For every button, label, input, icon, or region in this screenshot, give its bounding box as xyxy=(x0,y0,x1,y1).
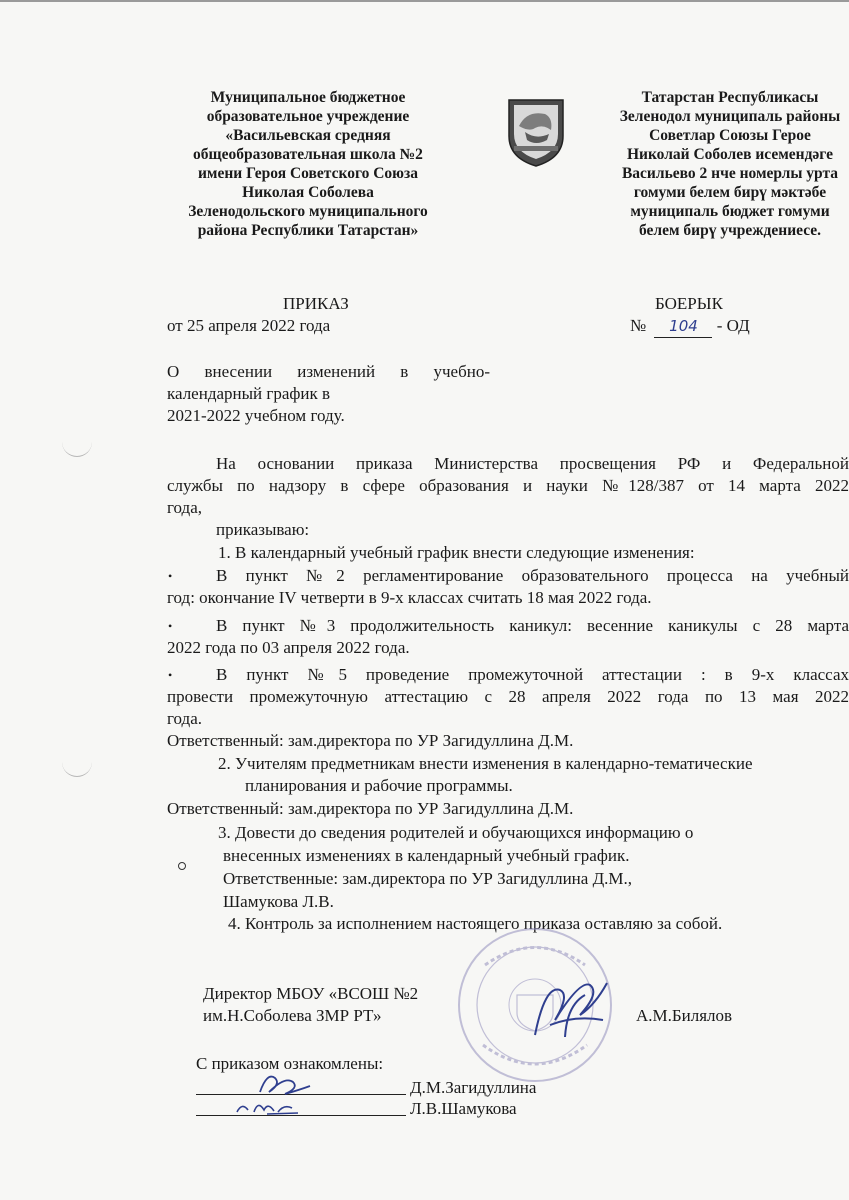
bullet-1-line-2: год: окончание IV четверти в 9-х классах считать 18 мая 2022 года. xyxy=(167,588,652,607)
item-3-line-4: Шамукова Л.В. xyxy=(223,892,334,911)
order-number-prefix: № xyxy=(630,316,647,335)
order-number-handwritten: 104 xyxy=(654,315,712,338)
bullet-icon: • xyxy=(168,569,173,583)
order-number xyxy=(630,315,750,338)
acquainted-heading: С приказом ознакомлены: xyxy=(196,1054,384,1073)
header-right-tt xyxy=(600,88,849,240)
bullet-3-line-1: В пункт №5 проведение промежуточной аттестации : в 9-х классах xyxy=(216,665,849,684)
item-2-line-2: планирования и рабочие программы. xyxy=(245,776,513,795)
header-left-line: «Васильевская средняя xyxy=(225,127,391,144)
subject-line: 2021-2022 учебном году. xyxy=(167,406,345,425)
scan-fold-mark xyxy=(62,760,92,777)
basis-line-2: службы по надзору в сфере образования и науки №128/387 от 14 марта 2022 xyxy=(167,476,849,495)
director-signature-icon xyxy=(525,975,615,1050)
director-position-line-2: им.Н.Соболева ЗМР РТ» xyxy=(203,1006,382,1025)
header-right-line: белем бирү учреждениесе. xyxy=(638,222,822,239)
header-left-line: Николая Соболева xyxy=(242,184,374,201)
item-3-line-3: Ответственные: зам.директора по УР Загидуллина Д.М., xyxy=(223,869,633,888)
scan-fold-mark xyxy=(62,440,92,457)
bullet-3-line-3: года. xyxy=(167,709,203,728)
bullet-icon: • xyxy=(168,619,173,633)
item-2-line-1: 2. Учителям предметникам внести изменения в календарно-тематические xyxy=(218,754,753,773)
responsible-2: Ответственный: зам.директора по УР Загидуллина Д.М. xyxy=(167,799,574,818)
order-title-ru: ПРИКАЗ xyxy=(283,294,349,313)
bullet-2-line-2: 2022 года по 03 апреля 2022 года. xyxy=(167,638,410,657)
header-left-line: имени Героя Советского Союза xyxy=(197,165,418,182)
director-position-line-1: Директор МБОУ «ВСОШ №2 xyxy=(203,984,419,1003)
header-right-line: муниципаль бюджет гомуми xyxy=(630,203,830,220)
basis-line-3: года, xyxy=(167,498,203,517)
header-left-line: Зеленодольского муниципального xyxy=(188,203,428,220)
order-number-suffix: - ОД xyxy=(716,316,750,335)
bullet-1-line-1: В пункт №2 регламентирование образовательного процесса на учебный xyxy=(216,566,849,585)
header-right-line: Зеленодол муниципаль районы xyxy=(619,108,841,125)
coat-of-arms-emblem xyxy=(505,96,567,168)
item-4: 4. Контроль за исполнением настоящего приказа оставляю за собой. xyxy=(228,914,723,933)
header-left-line: общеобразовательная школа №2 xyxy=(193,146,423,163)
header-left-line: Муниципальное бюджетное xyxy=(210,89,406,106)
item-3-line-1: 3. Довести до сведения родителей и обучающихся информацию о xyxy=(218,823,694,842)
scan-dot-mark xyxy=(178,862,186,870)
header-right-line: гомуми белем бирү мәктәбе xyxy=(633,184,827,201)
acquainted-person: Л.В.Шамукова xyxy=(410,1099,517,1118)
subject-line: О внесении изменений в учебно- xyxy=(167,362,490,381)
item-1: 1. В календарный учебный график внести следующие изменения: xyxy=(218,543,695,562)
header-left-line: образовательное учреждение xyxy=(206,108,410,125)
header-left-line: района Республики Татарстан» xyxy=(197,222,419,239)
bullet-2-line-1: В пункт №3 продолжительность каникул: весенние каникулы с 28 марта xyxy=(216,616,849,635)
scan-edge-line xyxy=(0,0,849,2)
header-right-line: Татарстан Республикасы xyxy=(641,89,819,106)
header-right-line: Васильево 2 нче номерлы урта xyxy=(621,165,839,182)
header-right-line: Советлар Союзы Герое xyxy=(649,127,811,144)
order-subject xyxy=(167,361,490,427)
order-title-tt: БОЕРЫК xyxy=(655,294,723,313)
signature-shamukova-icon xyxy=(232,1094,302,1118)
subject-line: календарный график в xyxy=(167,384,331,403)
bullet-icon: • xyxy=(168,668,173,682)
director-name: А.М.Билялов xyxy=(636,1006,733,1025)
header-left-ru xyxy=(160,88,456,240)
order-date: от 25 апреля 2022 года xyxy=(167,316,331,335)
responsible-1: Ответственный: зам.директора по УР Загидуллина Д.М. xyxy=(167,731,574,750)
basis-line-1: На основании приказа Министерства просвещения РФ и Федеральной xyxy=(216,454,849,473)
order-word: приказываю: xyxy=(216,520,310,539)
acquainted-person: Д.М.Загидуллина xyxy=(410,1078,537,1097)
header-right-line: Николай Соболев исемендәге xyxy=(626,146,834,163)
bullet-3-line-2: провести промежуточную аттестацию с 28 апреля 2022 года по 13 мая 2022 xyxy=(167,687,849,706)
item-3-line-2: внесенных изменениях в календарный учебный график. xyxy=(223,846,630,865)
